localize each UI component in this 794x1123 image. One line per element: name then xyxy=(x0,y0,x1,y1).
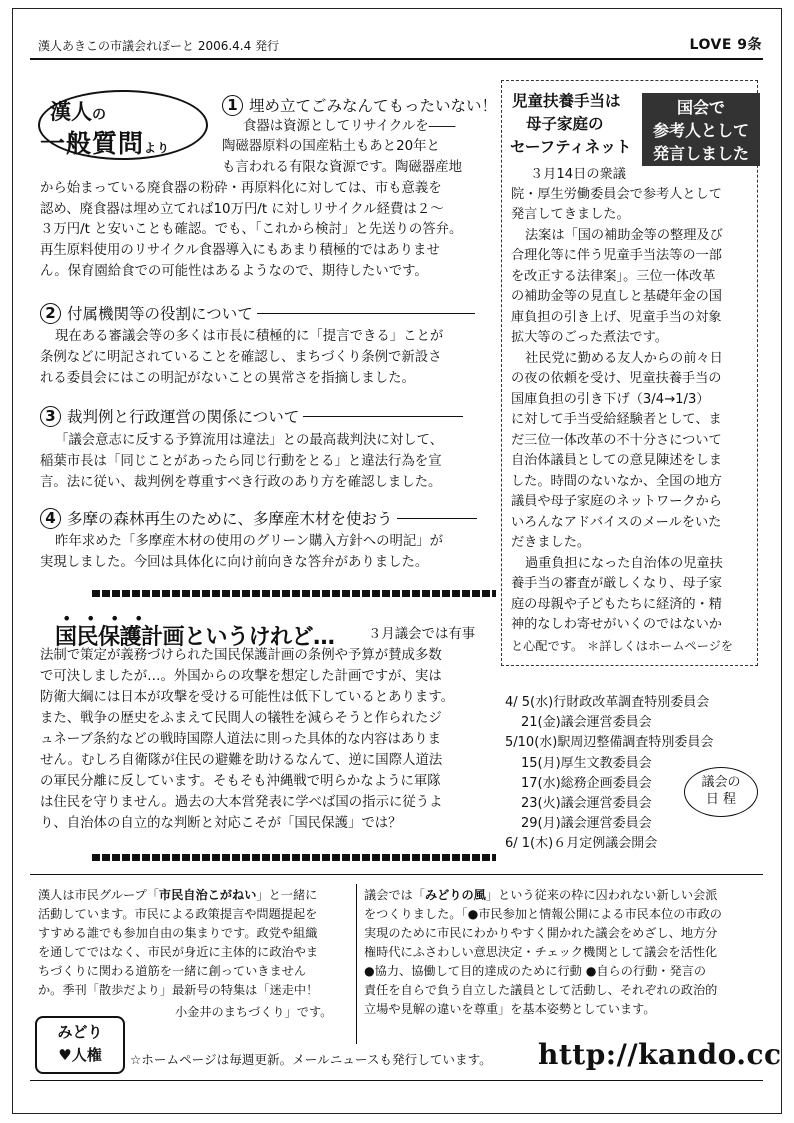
section-3-line: 言。法に従い、裁判例を尊重すべき行政のあり方を確認しました。 xyxy=(40,475,442,490)
right-line: 過重負担になった自治体の児童扶 xyxy=(525,556,723,571)
group-intro-line: 漢人は市民グループ「市民自治こがねい」と一緒に xyxy=(38,888,318,902)
right-line: 発言してきました。 xyxy=(511,207,630,222)
group-intro-line: か。季刊「散歩だより」最新号の特集は「迷走中！ xyxy=(38,983,319,997)
faction-line: ●協力、協働して目的達成のために行動 ●自らの行動・発言の xyxy=(364,964,707,978)
title-line1: 漢人の xyxy=(50,100,106,124)
emphasis-dot: • xyxy=(134,609,144,628)
right-line: を改正する法律案」。三位一体改革 xyxy=(511,269,716,284)
right-line: 庫負担の引き上げ、児童手当の対象 xyxy=(511,310,722,325)
section-3-line: 「議会意志に反する予算流用は違法」との最高裁判決に対して、 xyxy=(55,433,444,448)
faction-line: 立場や見解の違いを尊重」を基本姿勢としています。 xyxy=(364,1002,656,1016)
schedule-item: 6/ 1(木)６月定例議会開会 xyxy=(505,836,658,851)
right-title-line3: セーフティネット xyxy=(510,138,632,156)
schedule-item: 21(金)議会運営委員会 xyxy=(521,715,652,730)
right-title-line2: 母子家庭の xyxy=(526,115,604,133)
kokumin-line: また、戦争の歴史をふまえて民間人の犠牲を減らそうと作られたジ xyxy=(40,711,442,726)
emphasis-dot: • xyxy=(86,609,96,628)
right-line: の夜の依頼を受け、児童扶養手当の xyxy=(511,371,722,386)
bottom-column-divider xyxy=(356,884,357,1044)
header-slogan: LOVE 9条 xyxy=(689,37,762,53)
faction-line: 権時代にふさわしい意思決定・チェック機関として議会を活性化 xyxy=(364,945,718,959)
section-2-line: 現在ある審議会等の多くは市長に積極的に「提言できる」ことが xyxy=(55,329,444,344)
group-intro-line: を通してではなく、市民が身近に主体的に政治やま xyxy=(38,945,319,959)
right-line: ３月14日の衆議 xyxy=(530,167,626,182)
right-title-line1: 児童扶養手当は xyxy=(512,92,621,110)
section-1-heading: 1 埋め立てごみなんてもったいない！ xyxy=(222,94,497,116)
section-number: 3 xyxy=(40,406,61,427)
kokumin-line: ３月議会では有事 xyxy=(368,627,476,642)
section-3-line: 稲葉市長は「同じことがあったら同じ行動をとる」と違法行為を宣 xyxy=(40,454,442,469)
heading-rule xyxy=(303,416,463,417)
section-4-heading: 4 多摩の森林再生のために、多摩産木材を使おう xyxy=(40,507,477,529)
section-3-heading: 3 裁判例と行政運営の関係について xyxy=(40,405,463,427)
kokumin-line: せん。むしろ自衛隊が住民の避難を助けるなんて、逆に国際人道法 xyxy=(40,753,443,768)
schedule-item: 5/10(水)駅周辺整備調査特別委員会 xyxy=(505,735,714,750)
section-1-line: ３万円/t と安いことも確認。でも、「これから検討」と先送りの答弁。 xyxy=(40,222,463,237)
right-line: 院・厚生労働委員会で参考人として xyxy=(511,187,722,202)
faction-line: 実現のために市民にわかりやすく開かれた議会をめざし、地方分 xyxy=(364,926,718,940)
kokumin-line: ュネーブ条約などの戦時国際人道法に則った具体的な内容はありま xyxy=(40,732,442,747)
right-line: 自治体議員としての意見陳述をしま xyxy=(511,453,722,468)
schedule-item: 29(月)議会運営委員会 xyxy=(521,816,652,831)
kokumin-line: 法制で策定が義務づけられた国民保護計画の条例や予算が賛成多数 xyxy=(40,648,442,663)
kokumin-line: 防衛大綱には日本が攻撃を受ける可能性は低下しているとあります。 xyxy=(40,690,455,705)
midori-badge: みどり ♥人権 xyxy=(35,1016,125,1074)
right-line: 国庫負担の引き下げ（3/4→1/3） xyxy=(511,392,710,407)
kokumin-line: の軍民分離に反しています。そもそも沖縄戦で明らかなように軍隊 xyxy=(40,774,441,789)
section-1-line: 陶磁器原料の国産粘土もあと20年と xyxy=(222,139,440,154)
section-2-heading: 2 付属機関等の役割について xyxy=(40,302,475,324)
footer-note: ☆ホームページは毎週更新。メールニュースも発行しています。 xyxy=(130,1052,492,1067)
schedule-item: 17(水)総務企画委員会 xyxy=(521,776,652,791)
right-line: だきました。 xyxy=(511,535,591,550)
dotted-divider xyxy=(92,854,496,861)
right-line: 拡大等のごった煮法です。 xyxy=(511,330,668,345)
right-line: 神的なしわ寄せがいくのではないか xyxy=(511,617,722,632)
section-1-line: 認め、廃食器は埋め立てれば10万円/t に対しリサイクル経費は２～ xyxy=(40,202,444,217)
right-line: した。時間のないなか、全国の地方 xyxy=(511,474,722,489)
section-2-line: 条例などに明記されていることを確認し、まちづくり条例で新設さ xyxy=(40,350,442,365)
right-line: だ三位一体改革の不十分さについて xyxy=(511,433,722,448)
bottom-rule xyxy=(30,874,763,875)
kokumin-line: り、自治体の自立的な判断と対応こそが「国民保護」では？ xyxy=(40,816,402,831)
right-line: いろんなアドバイスのメールをいた xyxy=(511,515,722,530)
faction-line: をつくりました。「●市民参加と情報公開による市民本位の市政の xyxy=(364,907,722,921)
right-line: 法案は「国の補助金等の整理及び xyxy=(525,228,723,243)
right-line: 庭の母親や子どもたちに経済的・精 xyxy=(511,597,722,612)
group-intro-line: 活動しています。市民による政策提言や問題提起を xyxy=(38,907,318,921)
group-intro-line: ちづくりに関わる道筋を一緒に創っていきません xyxy=(38,964,307,978)
homepage-url[interactable]: http://kando.cc xyxy=(538,1038,782,1071)
section-4-line: 昨年求めた「多摩産木材の使用のグリーン購入方針への明記」が xyxy=(55,534,444,549)
section-1-line: 食器は資源としてリサイクルを―― xyxy=(243,119,456,134)
emphasis-dot: • xyxy=(110,609,120,628)
section-4-line: 実現しました。今回は具体化に向け前向きな答弁がありました。 xyxy=(40,555,429,570)
kokumin-line: は住民を守りません。過去の大本営発表に学べば国の指示に従うよ xyxy=(40,795,443,810)
faction-line: 責任を自らで負う自立した議員として活動し、それぞれの政治的 xyxy=(364,983,718,997)
section-1-line: から始まっている廃食器の粉砕・再原料化に対しては、市も意義を xyxy=(40,181,442,196)
section-2-line: れる委員会にはこの明記がないことの異常さを指摘しました。 xyxy=(40,371,415,386)
dotted-divider xyxy=(92,590,496,597)
schedule-item: 15(月)厚生文教委員会 xyxy=(521,756,652,771)
section-1-line: も言われる有限な資源です。陶磁器産地 xyxy=(222,160,462,175)
right-line: 合理化等に伴う児童手当法等の一部 xyxy=(511,248,722,263)
right-line: と心配です。 ＊詳しくはホームページを xyxy=(511,639,734,653)
header-rule xyxy=(30,58,763,60)
section-number: 1 xyxy=(222,95,243,116)
schedule-item: 4/ 5(水)行財政改革調査特別委員会 xyxy=(505,695,710,710)
schedule-item: 23(火)議会運営委員会 xyxy=(521,796,652,811)
section-number: 4 xyxy=(40,508,61,529)
heading-rule xyxy=(397,518,477,519)
schedule-label: 議会の 日 程 xyxy=(684,767,758,817)
header-issue: 漢人あきこの市議会れぽーと 2006.4.4 発行 xyxy=(38,39,280,53)
kokumin-line: で可決しましたが…。外国からの攻撃を想定した計画ですが、実は xyxy=(40,669,442,684)
right-line: 養手当の審査が厳しくなり、母子家 xyxy=(511,576,722,591)
right-line: 社民党に勤める友人からの前々日 xyxy=(525,351,723,366)
group-intro-line: すすめる誰でも参加自由の集まりです。政党や組織 xyxy=(38,926,318,940)
kokumin-title: 国民保護計画というけれど… xyxy=(55,625,335,650)
footer-rule xyxy=(30,1080,763,1081)
title-line2: 一般質問より xyxy=(40,129,171,158)
heading-rule xyxy=(257,313,475,314)
faction-line: 議会では「みどりの風」という従来の枠に囚われない新しい会派 xyxy=(364,888,718,902)
section-1-line: ん。保育園給食での可能性はあるようなので、期待したいです。 xyxy=(40,264,428,279)
right-line: 議員や母子家庭のネットワークから xyxy=(511,494,722,509)
right-line: に対して手当受給経験者として、ま xyxy=(511,412,722,427)
diet-testimony-badge: 国会で 参考人として 発言しました xyxy=(642,93,760,166)
emphasis-dot: • xyxy=(62,609,72,628)
group-intro-line: 小金井のまちづくり」です。 xyxy=(175,1005,333,1019)
section-1-line: 再生原料使用のリサイクル食器導入にもあまり積極的ではありませ xyxy=(40,243,440,258)
right-line: の補助金等の見直しと基礎年金の国 xyxy=(511,289,722,304)
section-number: 2 xyxy=(40,303,61,324)
